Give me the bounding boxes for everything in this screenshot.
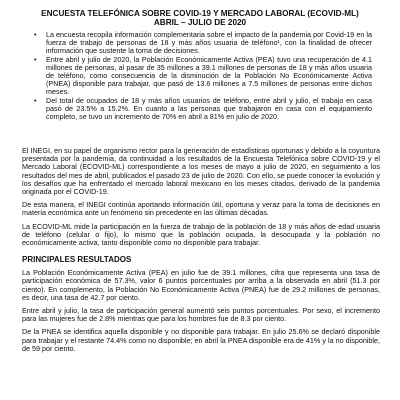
results-paragraph: Entre abril y julio, la tasa de participación general aumentó seis puntos porcentuales. Por sexo, el incremento para las mujeres fue de 2.8% mientras que para los hombres fue de 8.3 por ciento.	[22, 306, 380, 324]
intro-paragraph: El INEGI, en su papel de organismo rector para la generación de estadísticas oportunas y debido a la coyuntura presentada por la pandemia, da continuidad a los resultados de la Encuesta Telefónica sobre COVID-19 y el Mercado Laboral (ECOVID-ML) correspondiente a los meses de mayo a julio de 2020, en seguimiento a los resultados del mes de abril, publicados el pasado 23 de julio de 2020. Con ello, se puede conocer la evolución y los desafíos que ha enfrentado el mercado laboral mexicano en los meses citados, derivado de la pandemia originada por el COVID-19.	[22, 146, 380, 197]
summary-bullet-text: Entre abril y julio de 2020, la Población Económicamente Activa (PEA) tuvo una recuperación de 4.1 millones de personas, al pasar de 35 millones a 39.1 millones de personas de 18 y más años usuaria de teléfono, como consecuencia de la disminución de la Población No Económicamente Activa (PNEA) disponible para trabajar, que pasó de 13.6 millones a 7.5 millones de personas entre dichos meses.	[46, 54, 372, 97]
document-subtitle: ABRIL – JULIO DE 2020	[153, 18, 247, 27]
results-paragraph: La Población Económicamente Activa (PEA) en julio fue de 39.1 millones, cifra que representa una tasa de participación económica de 57.3%, valor 6 puntos porcentuales por arriba a la observada en abril (51.3 por ciento). En complemento, la Población No Económicamente Activa (PNEA) fue de 29.2 millones de personas, es decir, una tasa de 42.7 por ciento.	[22, 268, 380, 302]
intro-paragraph: La ECOVID-ML mide la participación en la fuerza de trabajo de la población de 18 y más años de edad usuaria de teléfono (celular o fijo), lo mismo que la población ocupada, la desocupada y la población no económicamente activa, tanto disponible como no disponible para trabajar.	[22, 221, 380, 248]
bullet-icon: •	[34, 54, 37, 64]
bullet-icon: •	[34, 95, 37, 105]
intro-section	[22, 147, 380, 353]
summary-bullet	[34, 97, 372, 122]
summary-bullet	[34, 56, 372, 97]
document-title: ENCUESTA TELEFÓNICA SOBRE COVID-19 Y MERCADO LABORAL (ECOVID-ML)	[41, 9, 359, 18]
summary-bullet-text: La encuesta recopila información complementaria sobre el impacto de la pandemia por Covid-19 en la fuerza de trabajo de personas de 18 y más años usuaria de teléfono¹, con la finalidad de ofrecer información que sustente la toma de decisiones.	[46, 30, 372, 56]
section-heading: PRINCIPALES RESULTADOS	[22, 255, 132, 265]
results-paragraph: De la PNEA se identifica aquella disponible y no disponible para trabajar. En julio 25.6% se declaró disponible para trabajar y el restante 74.4% como no disponible; en abril la PNEA disponible era de 41% y la no disponible, de 59 por ciento.	[22, 327, 380, 353]
intro-paragraph: De esta manera, el INEGI continúa aportando información útil, oportuna y veraz para la toma de decisiones en materia económica ante un fenómeno sin precedente en las últimas décadas.	[22, 200, 380, 218]
summary-bullet-text: Del total de ocupados de 18 y más años usuarios de teléfono, entre abril y julio, el trabajo en casa pasó de 23.5% a 15.2%. En cuanto a las personas que trabajaron en casa con el equipamiento completo, se tuvo un incremento de 70% en abril a 81% en julio de 2020.	[46, 95, 372, 122]
summary-bullet	[34, 31, 372, 56]
summary-bullet-list	[34, 31, 372, 121]
bullet-icon: •	[34, 30, 37, 39]
